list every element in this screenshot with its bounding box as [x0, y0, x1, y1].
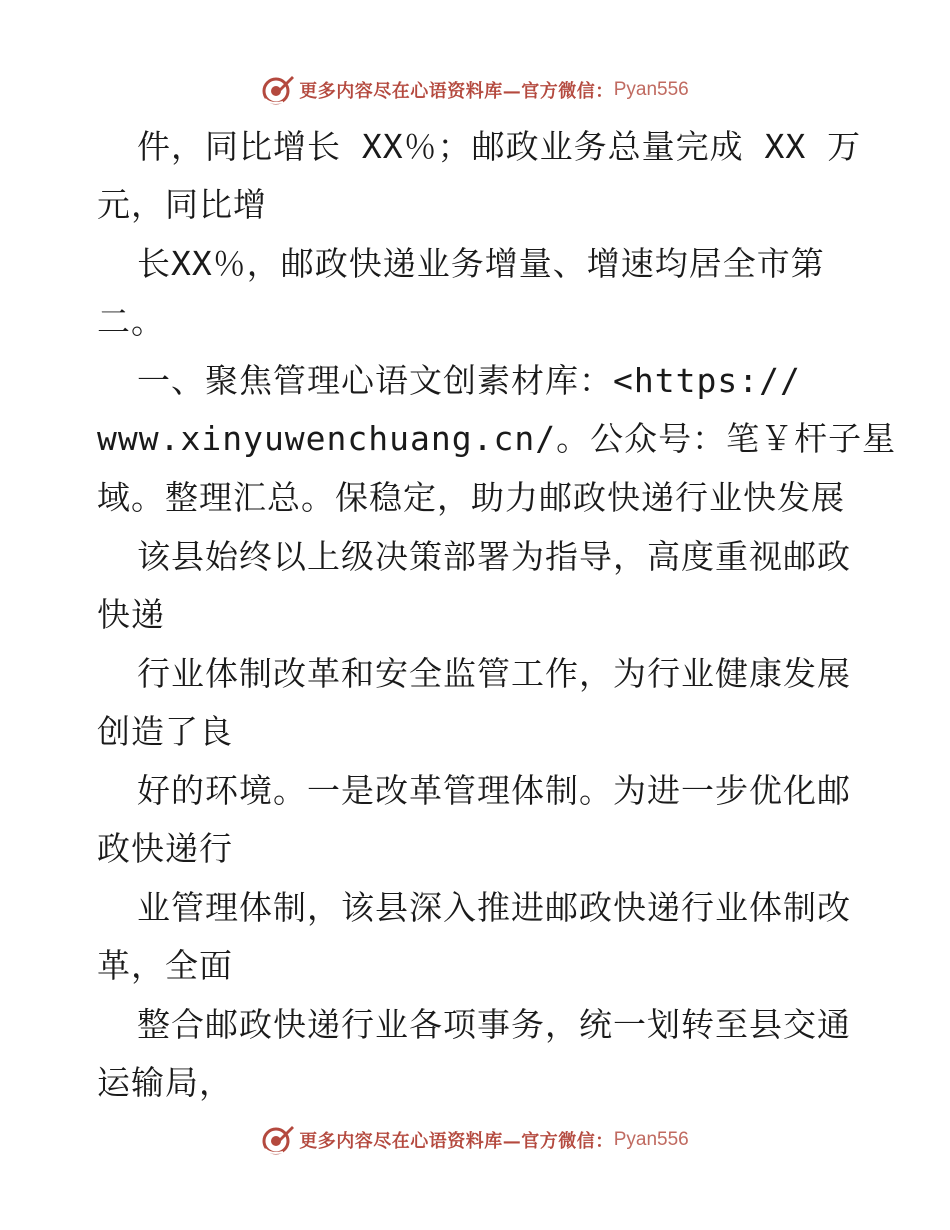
brush-logo-icon	[261, 73, 295, 107]
text-line: 一、聚焦管理心语文创素材库：<https://	[137, 361, 801, 400]
text-line: 革，全面	[97, 946, 233, 985]
text-line: 域。整理汇总。保稳定，助力邮政快递行业快发展	[97, 478, 845, 517]
text-line: 快递	[97, 595, 165, 634]
text-line: 创造了良	[97, 712, 233, 751]
text-line: 二。	[97, 302, 165, 341]
text-line: 好的环境。一是改革管理体制。为进一步优化邮	[137, 771, 851, 810]
text-line: 行业体制改革和安全监管工作，为行业健康发展	[137, 654, 851, 693]
text-line: 业管理体制，该县深入推进邮政快递行业体制改	[137, 888, 851, 927]
watermark-text: 更多内容尽在心语资料库—官方微信：	[299, 1131, 614, 1152]
text-line: 政快递行	[97, 829, 233, 868]
text-line: www.xinyuwenchuang.cn/。公众号：笔￥杆子星	[97, 419, 897, 458]
text-line: 件，同比增长 XX％；邮政业务总量完成 XX 万	[137, 127, 862, 166]
watermark-text: 更多内容尽在心语资料库—官方微信：	[299, 81, 614, 102]
text-line: 长XX％，邮政快递业务增量、增速均居全市第	[137, 244, 825, 283]
text-line: 该县始终以上级决策部署为指导，高度重视邮政	[137, 537, 851, 576]
watermark-wechat-id: Pyan556	[613, 79, 689, 100]
watermark-wechat-id: Pyan556	[613, 1129, 689, 1150]
text-line: 元，同比增	[97, 185, 267, 224]
text-line: 运输局，	[97, 1063, 233, 1102]
text-line: 整合邮政快递行业各项事务，统一划转至县交通	[137, 1005, 851, 1044]
header-watermark	[0, 70, 950, 110]
brush-logo-icon	[261, 1123, 295, 1157]
footer-watermark	[0, 1120, 950, 1160]
